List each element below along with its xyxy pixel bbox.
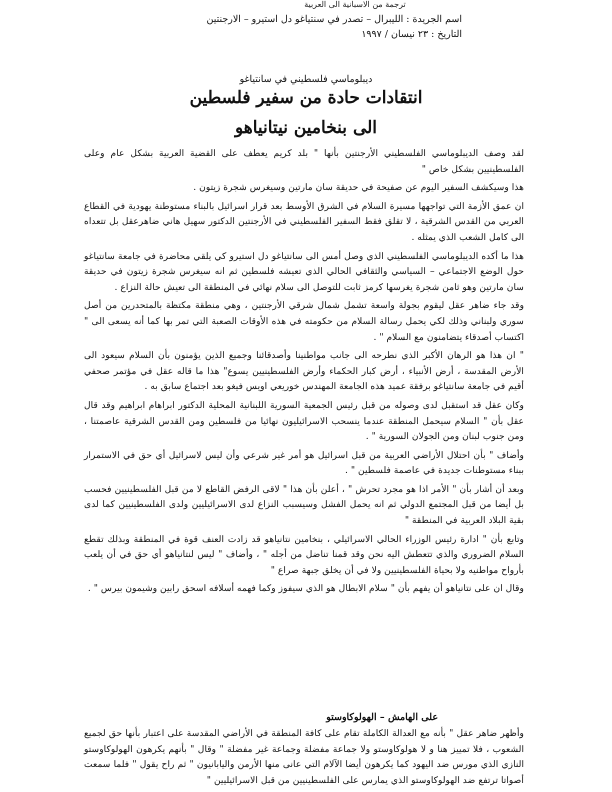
- date-line: التاريخ : ٢٣ نيسان / ١٩٩٧: [361, 29, 462, 40]
- paragraph: وقد جاء ضاهر عقل ليقوم بجولة واسعة تشمل شمال شرقي الأرجنتين ، وهي منطقة مكتظة بالمتحدرين من أصل سوري ولبناني وذلك لكي يحمل رسالة السلام من حكومته في هذه الأوقات الصعبة التي تمر بها كما أنه يسعى الى " اكتساب أصدقاء يتضامنون مع السلام " .: [84, 300, 524, 343]
- newspaper-line: اسم الجريدة : الليبرال – تصدر في سنتياغو دل استيرو – الارجنتين: [206, 14, 462, 25]
- paragraph: وقال ان على نتانياهو أن يفهم بأن " سلام الابطال هو الذي سيفوز وكما فهمه أسلافه اسحق رابين وشيمون بيرس " .: [87, 583, 524, 595]
- article-subhead: الى بنخامين نيتانياهو: [234, 118, 378, 138]
- paragraph: وأظهر ضاهر عقل " بأنه مع العدالة الكاملة تقام على كافة المنطقة في الأراضي المقدسة على اعتبار بأنها حق لجميع الشعوب ، فلا تمييز هنا و لا هولوكاوستو ولا جماعة مفضلة وجماعة غير مفضلة " وقال " بأنهم يكرهون الهولوكاوستو النازي الذي مورس ضد اليهود كما يكرهون أيضا الآلام التي عانى منها الأرمن واليابانيون " ثم راح يقول " فلما سمعت أصواتا ترتفع ضد الهولوكاوستو الذي يمارس على الفلسطينيين من قبل الاسرائيليين ": [84, 728, 524, 786]
- paragraph: " ان هذا هو الرهان الأكبر الذي نطرحه الى جانب مواطنينا وأصدقائنا وجميع الذين يؤمنون بأن السلام سيعود الى الأرض المقدسة ، أرض الأنبياء ، أرض كبار الحكماء وأرض الفلسطينيين يسوع" هذا ما قاله عقل في مؤتمر صحفي أقيم في جامعة سانتياغو برفقة عميد هذه الجامعة المهندس خوريعي اويس فيغو بعد اجتماع سابق به .: [84, 350, 524, 393]
- paragraph: وبعد أن أشار بأن " الأمر اذا هو مجرد تحرش " ، أعلن بأن هذا " لاقى الرفض القاطع لا من قبل الفلسطينيين فحسب بل أيضا من قبل المجتمع الدولي ثم انه يحمل الفشل وسيسبب النزاع لدى الاسرائيليين ولدى الفلسطينيين كما لدى بقية البلاد العربية في المنطقة ": [84, 483, 524, 527]
- article-body: [84, 146, 524, 600]
- article-kicker: ديبلوماسي فلسطيني في سانتياغو: [239, 74, 373, 85]
- paragraph: لقد وصف الديبلوماسي الفلسطيني الأرجنتين بأنها " بلد كريم يعطف على القضية العربية بشكل عام وعلى الفلسطينيين بشكل خاص ": [84, 148, 524, 175]
- section-body: [84, 726, 524, 788]
- article-headline: انتقادات حادة من سفير فلسطين: [189, 88, 423, 108]
- document-metadata: [162, 12, 462, 42]
- translation-note: ترجمة من الاسبانية الى العربية: [304, 0, 406, 9]
- paragraph: وأضاف " بأن احتلال الأراضي العربية من قبل اسرائيل هو أمر غير شرعي وأن ليس لاسرائيل أي حق في الاستمرار ببناء مستوطنات جديدة في عاصمة فلسطين " .: [84, 449, 524, 477]
- section-title: على الهامش – الهولوكاوستو: [326, 712, 438, 723]
- paragraph: ان عمق الأزمة التي تواجهها مسيرة السلام في الشرق الأوسط بعد قرار اسرائيل بالبناء مستوطنة يهودية في القطاع العربي من القدس الشرقية ، لا تقلق فقط السفير الفلسطيني في الأرجنتين الدكتور سهيل هاني ضاهرعقل بل تتعداه الى كامل الشعب الذي يمثله .: [84, 200, 524, 243]
- paragraph: هذا ما أكده الديبلوماسي الفلسطيني الذي وصل أمس الى سانتياغو دل استيرو كي يلقي محاضرة في جامعة سانتياغو حول الوضع الاجتماعي – السياسي والثقافي الحالي الذي تعيشه فلسطين ثم انه سيغرس شجرة زيتون في حديقة سان مارتين وهو ثامن شجرة يغرسها كرمز ثابت للتوصل الى سلام نهائي في المنطقة الى تعيش حالة النزاع .: [84, 250, 524, 293]
- paragraph: هذا وسيكشف السفير اليوم عن صفيحة في حديقة سان مارتين وسيغرس شجرة زيتون .: [193, 182, 524, 194]
- paragraph: وتابع بأن " ادارة رئيس الوزراء الحالي الاسرائيلي ، بنخامين نتانياهو قد زادت العنف قوة في المنطقة وبذلك تقطع السلام الضروري والذي تتعطش اليه نحن وقد قمنا تناضل من أجله " ، وأضاف " ليس لنتانياهو أي حق في أن يلعب بأرواح مواطنيه ولا بحياة الفلسطينيين ولا في أن يخلق جبهة صراع ": [84, 533, 524, 576]
- paragraph: وكان عقل قد استقبل لدى وصوله من قبل رئيس الجمعية السورية اللبنانية المحلية الدكتور ابراهام ابراهيم وقد قال عقل بأن " السلام سيحمل المنطقة عندما ينسحب الاسرائيليون نهائيا من فلسطين ومن القدس الشرقية عاصمتنا ، ومن جنوب لبنان ومن الجولان السورية " .: [84, 399, 524, 443]
